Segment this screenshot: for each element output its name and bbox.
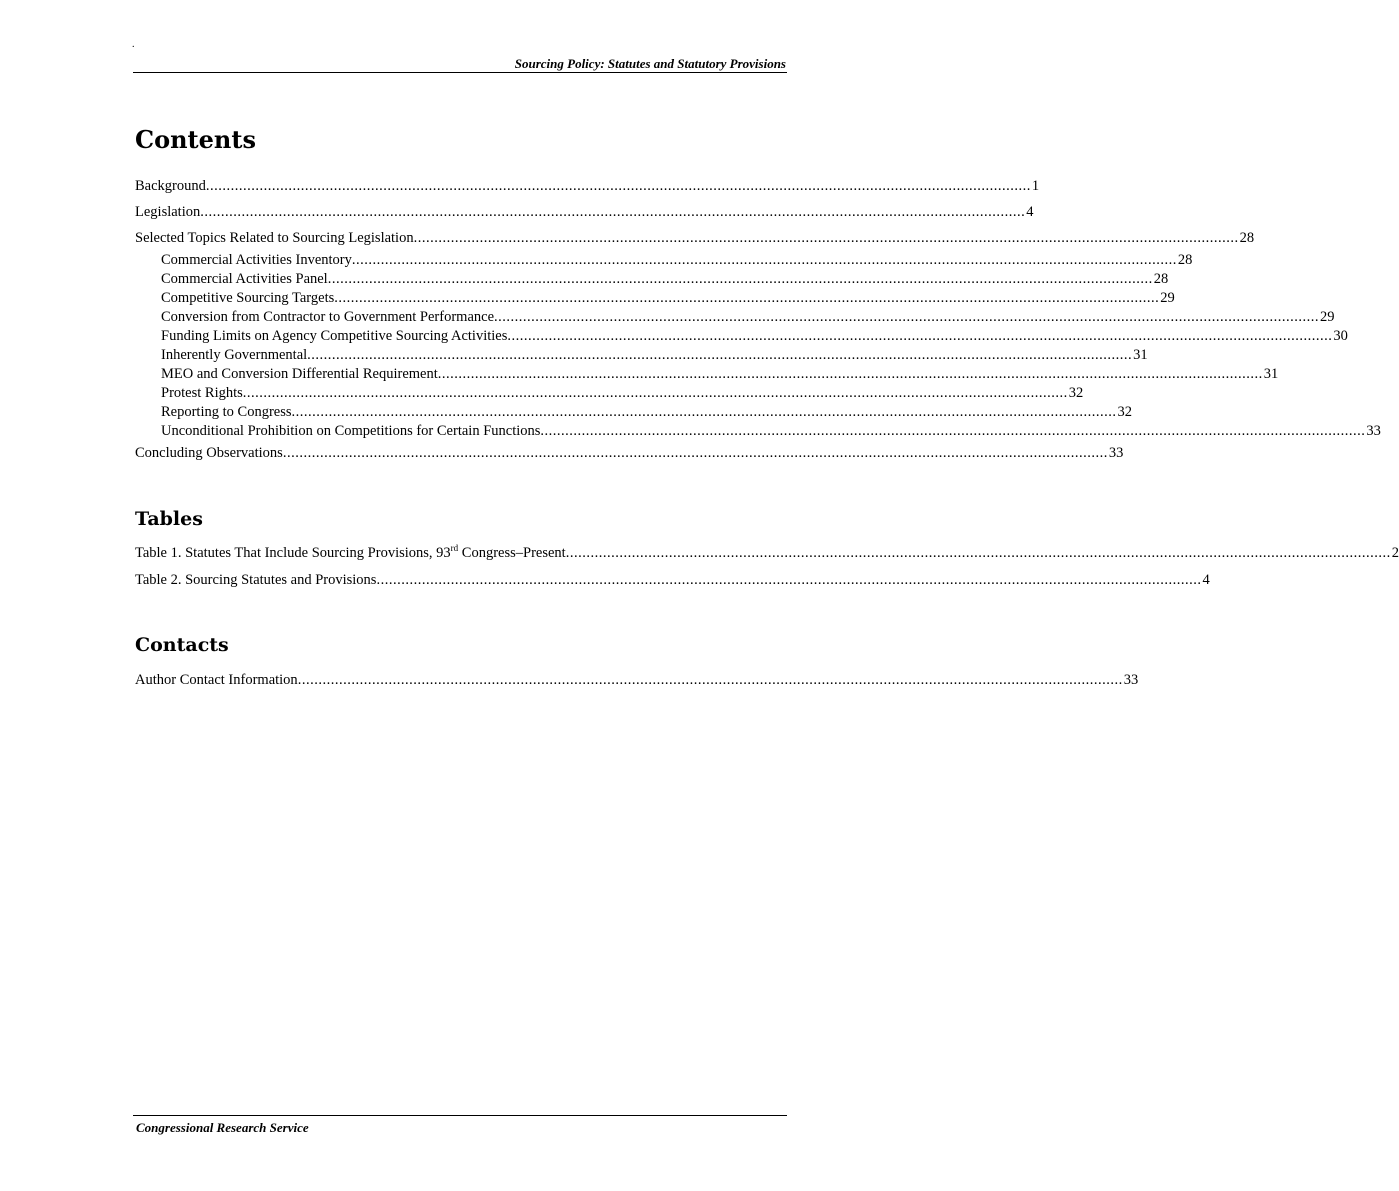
toc-entry-page: 31 bbox=[1133, 347, 1148, 363]
dot-leader: ........................................................................................................................................................................................................ bbox=[540, 423, 1366, 439]
dot-leader: ........................................................................................................................................................................................................ bbox=[376, 572, 1202, 588]
toc-entry-title: Reporting to Congress bbox=[161, 404, 292, 420]
toc-entry-title: Table 2. Sourcing Statutes and Provisions bbox=[135, 572, 377, 588]
dot-leader: ........................................................................................................................................................................................................ bbox=[307, 347, 1133, 363]
toc-entry-page: 33 bbox=[1366, 423, 1381, 439]
dot-leader: ........................................................................................................................................................................................................ bbox=[413, 230, 1239, 246]
toc-entry-title bbox=[135, 544, 566, 562]
toc-entry-table-2[interactable] bbox=[135, 571, 1210, 589]
toc-entry-page: 1 bbox=[1031, 178, 1040, 194]
running-header: Sourcing Policy: Statutes and Statutory Provisions bbox=[514, 56, 786, 71]
ordinal-superscript: rd bbox=[450, 543, 459, 553]
toc-entry-protest-rights[interactable] bbox=[161, 384, 1084, 402]
toc-entry-page: 4 bbox=[1202, 572, 1210, 588]
toc-entry-page: 2 bbox=[1391, 545, 1399, 561]
toc-entry-page: 28 bbox=[1239, 230, 1255, 246]
toc-entry-title: Background bbox=[135, 178, 206, 194]
dot-leader: ........................................................................................................................................................................................................ bbox=[327, 271, 1153, 287]
toc-entry-page: 4 bbox=[1026, 204, 1034, 220]
contacts-heading: Contacts bbox=[135, 634, 229, 656]
toc-entry-page: 32 bbox=[1068, 385, 1084, 401]
dot-leader: ........................................................................................................................................................................................................ bbox=[334, 290, 1160, 306]
toc-entry-title: Funding Limits on Agency Competitive Sourcing Activities bbox=[161, 328, 508, 344]
toc-entry-author-contact[interactable] bbox=[135, 671, 1139, 689]
toc-entry-title: Unconditional Prohibition on Competitions for Certain Functions bbox=[161, 423, 541, 439]
dot-leader: ........................................................................................................................................................................................................ bbox=[297, 672, 1123, 688]
toc-entry-title: Commercial Activities Panel bbox=[161, 271, 328, 287]
toc-entry-title: Inherently Governmental bbox=[161, 347, 308, 363]
toc-entry-background[interactable] bbox=[135, 177, 1040, 195]
table-1-title-end: Congress–Present bbox=[458, 545, 566, 561]
toc-entry-title: MEO and Conversion Differential Requirement bbox=[161, 366, 438, 382]
dot-leader: ........................................................................................................................................................................................................ bbox=[282, 445, 1108, 461]
toc-entry-concluding-observations[interactable] bbox=[135, 444, 1124, 462]
toc-entry-page: 30 bbox=[1333, 328, 1348, 344]
toc-entry-commercial-activities-inventory[interactable] bbox=[161, 251, 1193, 269]
dot-leader: ........................................................................................................................................................................................................ bbox=[507, 328, 1333, 344]
toc-entry-inherently-governmental[interactable] bbox=[161, 346, 1148, 364]
toc-entry-title: Protest Rights bbox=[161, 385, 243, 401]
toc-entry-title: Commercial Activities Inventory bbox=[161, 252, 352, 268]
toc-entry-page: 32 bbox=[1117, 404, 1132, 420]
toc-entry-title: Concluding Observations bbox=[135, 445, 283, 461]
toc-entry-page: 28 bbox=[1177, 252, 1193, 268]
toc-entry-table-1[interactable] bbox=[135, 543, 1399, 562]
dot-leader: ........................................................................................................................................................................................................ bbox=[205, 178, 1031, 194]
toc-entry-title: Author Contact Information bbox=[135, 672, 298, 688]
toc-entry-conversion[interactable] bbox=[161, 308, 1335, 326]
toc-entry-title: Selected Topics Related to Sourcing Legislation bbox=[135, 230, 414, 246]
toc-entry-competitive-sourcing-targets[interactable] bbox=[161, 289, 1175, 307]
dot-leader: ........................................................................................................................................................................................................ bbox=[200, 204, 1026, 220]
toc-entry-title: Conversion from Contractor to Government Performance bbox=[161, 309, 495, 325]
tables-heading: Tables bbox=[135, 508, 203, 530]
header-mark: . bbox=[132, 39, 135, 50]
toc-entry-title: Legislation bbox=[135, 204, 201, 220]
dot-leader: ........................................................................................................................................................................................................ bbox=[351, 252, 1177, 268]
toc-entry-page: 33 bbox=[1108, 445, 1124, 461]
toc-entry-page: 29 bbox=[1320, 309, 1335, 325]
toc-entry-commercial-activities-panel[interactable] bbox=[161, 270, 1169, 288]
toc-entry-meo[interactable] bbox=[161, 365, 1279, 383]
toc-entry-page: 33 bbox=[1123, 672, 1139, 688]
toc-entry-funding-limits[interactable] bbox=[161, 327, 1348, 345]
toc-entry-page: 29 bbox=[1160, 290, 1175, 306]
toc-entry-page: 28 bbox=[1153, 271, 1169, 287]
dot-leader: ........................................................................................................................................................................................................ bbox=[565, 545, 1391, 561]
footer-text: Congressional Research Service bbox=[136, 1120, 309, 1135]
toc-entry-reporting-to-congress[interactable] bbox=[161, 403, 1132, 421]
contents-heading: Contents bbox=[135, 125, 256, 154]
toc-entry-page: 31 bbox=[1263, 366, 1279, 382]
toc-entry-title: Competitive Sourcing Targets bbox=[161, 290, 335, 306]
header-rule bbox=[133, 72, 787, 73]
dot-leader: ........................................................................................................................................................................................................ bbox=[437, 366, 1263, 382]
dot-leader: ........................................................................................................................................................................................................ bbox=[291, 404, 1117, 420]
toc-entry-legislation[interactable] bbox=[135, 203, 1034, 221]
toc-entry-unconditional-prohibition[interactable] bbox=[161, 422, 1381, 440]
dot-leader: ........................................................................................................................................................................................................ bbox=[494, 309, 1320, 325]
footer-rule bbox=[133, 1115, 787, 1116]
table-1-title-start: Table 1. Statutes That Include Sourcing Provisions, 93 bbox=[135, 545, 451, 561]
toc-entry-selected-topics[interactable] bbox=[135, 229, 1255, 247]
dot-leader: ........................................................................................................................................................................................................ bbox=[242, 385, 1068, 401]
